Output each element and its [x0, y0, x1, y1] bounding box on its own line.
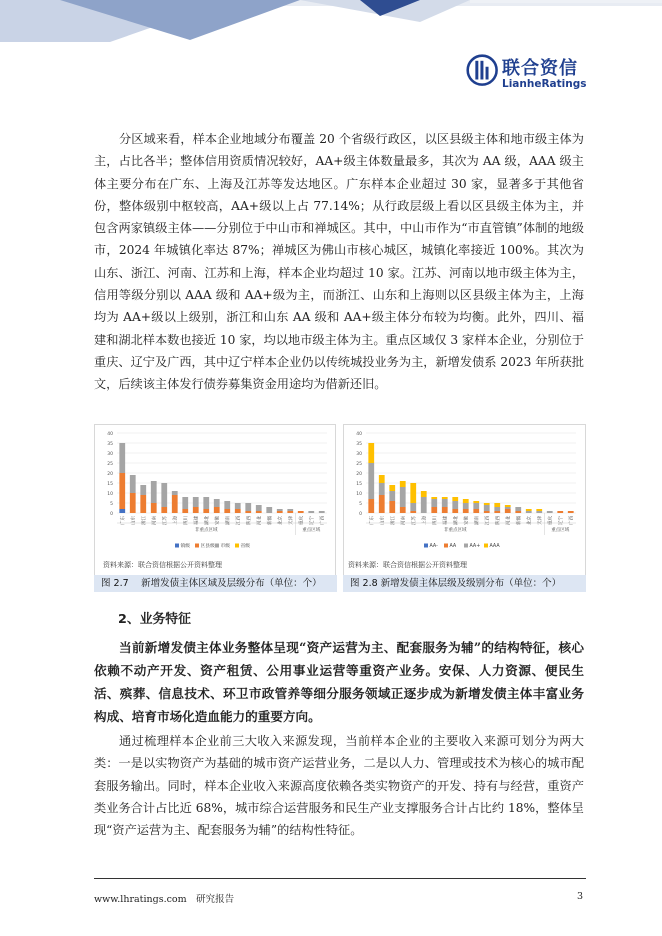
group-label: 重点区域	[551, 528, 570, 533]
x-tick-label: 江西	[485, 516, 491, 525]
group-label: 重点区域	[302, 528, 321, 533]
bar-segment	[484, 511, 490, 513]
bar-segment	[214, 499, 220, 507]
legend-swatch	[235, 544, 239, 548]
x-tick-label: 北京	[278, 516, 284, 525]
bar-segment	[421, 497, 427, 513]
bar-segment	[130, 475, 136, 493]
y-tick-label: 40	[356, 432, 362, 437]
paragraph-regional: 分区域来看，样本企业地域分布覆盖 20 个省级行政区，以区县级主体和地市级主体为主，占比各半；整体信用资质情况较好，AA+级主体数量最多，其次为 AA 级，AAA 级主体主要分布在广东、上海及江苏等发达地区。广东样本企业超过 30 家，显著多于其他省份，整体级别中枢较高，AA+级以上占 77.14%；从行政层级上看以区县级主体为主，并包含两家镇级主体——分别位于中山市和禅城区。其中，中山市作为“市直管镇”体制的地级市，2024 年城镇化率达 87%；禅城区为佛山市核心城区，城镇化率接近 100%。其次为山东、浙江、河南、江苏和上海，样本企业均超过 10 家。江苏、河南以地市级主体为主，信用等级分别以 AAA 级和 AA+级为主，而浙江、山东和上海则以区县级主体为主，上海均为 AA+级以上级别，浙江和山东 AA 级和 AA+级主体分布较为均衡。此外，四川、福建和湖北样本数也接近 10 家，均以地市级主体为主。重点区域仅 3 家样本企业，分别位于重庆、辽宁及广西，其中辽宁样本企业仍以传统城投业务为主，新增发债系 2023 年所获批文，后续该主体发行债券募集资金用途均为借新还旧。	[94, 132, 584, 392]
chart-region-level	[94, 424, 336, 576]
x-tick-label: 广西	[569, 516, 575, 525]
fig2-source: 资料来源：联合资信根据公开资料整理	[348, 561, 467, 569]
bar-segment	[172, 495, 178, 513]
legend-label: 市级	[220, 544, 231, 549]
y-tick-label: 10	[107, 492, 113, 497]
group-label: 非重点区域	[444, 528, 467, 533]
y-tick-label: 20	[356, 472, 362, 477]
bar-segment	[161, 483, 167, 507]
bar-segment	[400, 481, 406, 487]
x-tick-label: 北京	[527, 516, 533, 525]
y-tick-label: 30	[356, 452, 362, 457]
fig1-source: 资料来源：联合资信根据公开资料整理	[103, 561, 222, 569]
x-tick-label: 四川	[432, 516, 438, 525]
legend-label: 区县级	[200, 544, 215, 549]
bar-segment	[256, 505, 262, 511]
x-tick-label: 江西	[236, 516, 242, 525]
legend-swatch	[444, 544, 448, 548]
bar-segment	[256, 511, 262, 513]
bar-segment	[421, 491, 427, 497]
bar-segment	[463, 509, 469, 513]
legend-label: AAA	[489, 544, 500, 549]
legend-label: AA-	[429, 544, 438, 549]
bar-segment	[119, 473, 125, 509]
x-tick-label: 山东	[380, 516, 386, 525]
legend-label: 镇级	[180, 544, 191, 549]
bar-segment	[494, 507, 500, 511]
group-label: 非重点区域	[195, 528, 218, 533]
footer-divider	[94, 878, 586, 879]
x-tick-label: 陕西	[495, 516, 501, 525]
x-tick-label: 浙江	[390, 516, 396, 525]
bar-segment	[214, 507, 220, 513]
bar-segment	[463, 503, 469, 509]
bar-segment	[494, 511, 500, 513]
y-tick-label: 5	[359, 502, 362, 507]
x-tick-label: 浙江	[141, 516, 147, 525]
bar-segment	[379, 483, 385, 495]
y-tick-label: 0	[359, 512, 362, 517]
x-tick-label: 福建	[194, 516, 200, 525]
x-tick-label: 广东	[369, 516, 375, 525]
y-tick-label: 25	[356, 462, 362, 467]
bar-segment	[557, 511, 563, 513]
bar-segment	[389, 501, 395, 513]
bar-segment	[130, 493, 136, 513]
legend-label: 省级	[240, 544, 251, 549]
bar-segment	[484, 505, 490, 511]
legend-swatch	[215, 544, 219, 548]
bar-segment	[452, 509, 458, 513]
legend-label: AA+	[469, 544, 481, 549]
x-tick-label: 天津	[288, 516, 294, 525]
x-tick-label: 安徽	[464, 516, 470, 525]
x-tick-label: 陕西	[246, 516, 252, 525]
logo-text-en: LianheRatings	[502, 78, 587, 90]
bar-segment	[193, 507, 199, 513]
lianhe-logo-icon	[466, 52, 500, 90]
bar-segment	[151, 503, 157, 513]
bar-segment	[182, 509, 188, 513]
bar-segment	[442, 499, 448, 507]
x-tick-label: 河北	[506, 516, 512, 525]
x-tick-label: 湖南	[474, 516, 480, 525]
x-tick-label: 上海	[422, 516, 428, 525]
x-tick-label: 河北	[257, 516, 263, 525]
bar-segment	[203, 497, 209, 509]
bar-segment	[119, 443, 125, 473]
bar-segment	[389, 491, 395, 501]
x-tick-label: 湖北	[204, 516, 210, 525]
x-tick-label: 湖北	[453, 516, 459, 525]
bar-segment	[308, 511, 314, 513]
chart-level-rating	[343, 424, 586, 576]
bar-segment	[536, 509, 542, 511]
footer-website: www.lhratings.com 研究报告	[94, 894, 235, 905]
bar-segment	[224, 509, 230, 513]
bar-segment	[368, 443, 374, 463]
x-tick-label: 重庆	[299, 516, 305, 525]
paragraph-business-summary: 当前新增发债主体业务整体呈现“资产运营为主、配套服务为辅”的结构特征，核心依赖不动产开发、资产租赁、公用事业运营等重资产业务。安保、人力资源、便民生活、殡葬、信息技术、环卫市政管养等细分服务领域正逐步成为新增发债主体丰富业务构成、培育市场化造血能力的重要方向。	[94, 640, 584, 724]
bar-segment	[431, 507, 437, 513]
bar-segment	[452, 501, 458, 509]
y-tick-label: 20	[107, 472, 113, 477]
y-tick-label: 5	[110, 502, 113, 507]
page-number: 3	[577, 891, 584, 902]
bar-segment	[140, 485, 146, 495]
bar-segment	[203, 509, 209, 513]
bar-segment	[526, 509, 532, 511]
bar-segment	[224, 501, 230, 509]
fig1-caption: 图 2.7 新增发债主体区域及层级分布（单位：个）	[94, 575, 337, 592]
bar-segment	[431, 499, 437, 507]
x-tick-label: 新疆	[267, 516, 273, 525]
logo-text-cn: 联合资信	[502, 58, 578, 79]
bar-segment	[287, 511, 293, 513]
bar-segment	[526, 511, 532, 513]
y-tick-label: 10	[356, 492, 362, 497]
bar-segment	[379, 475, 385, 483]
bar-segment	[140, 495, 146, 513]
section-title: 2、业务特征	[118, 612, 191, 627]
x-tick-label: 广西	[320, 516, 326, 525]
x-tick-label: 湖南	[225, 516, 231, 525]
legend-swatch	[195, 544, 199, 548]
x-tick-label: 重庆	[548, 516, 554, 525]
bar-segment	[547, 511, 553, 513]
bar-segment	[473, 503, 479, 509]
x-tick-label: 江苏	[162, 516, 168, 525]
bar-segment	[266, 507, 272, 513]
y-tick-label: 35	[107, 442, 113, 447]
bar-segment	[505, 505, 511, 507]
bar-segment	[182, 497, 188, 509]
legend-swatch	[484, 544, 488, 548]
bar-segment	[452, 497, 458, 501]
x-tick-label: 四川	[183, 516, 189, 525]
bar-segment	[515, 507, 521, 511]
x-tick-label: 山东	[131, 516, 137, 525]
bar-segment	[442, 497, 448, 499]
bar-segment	[319, 511, 325, 513]
bar-segment	[287, 509, 293, 511]
legend-swatch	[464, 544, 468, 548]
bar-segment	[379, 495, 385, 513]
bar-segment	[235, 503, 241, 509]
bar-segment	[298, 511, 304, 513]
x-tick-label: 辽宁	[558, 516, 564, 525]
bar-segment	[463, 499, 469, 503]
bar-segment	[235, 509, 241, 513]
bar-segment	[505, 509, 511, 513]
x-tick-label: 广东	[120, 516, 126, 525]
bar-segment	[277, 511, 283, 513]
bar-segment	[431, 497, 437, 499]
bar-segment	[389, 485, 395, 491]
y-tick-label: 0	[110, 512, 113, 517]
bar-segment	[410, 503, 416, 511]
y-tick-label: 15	[107, 482, 113, 487]
bar-segment	[568, 511, 574, 513]
bar-segment	[473, 501, 479, 503]
bar-segment	[245, 503, 251, 511]
bar-segment	[161, 507, 167, 513]
bar-segment	[151, 481, 157, 503]
paragraph-revenue: 通过梳理样本企业前三大收入来源发现，当前样本企业的主要收入来源可划分为两大类：一是以实物资产为基础的城市资产运营业务，二是以人力、管理或技术为核心的城市配套服务输出。同时，样本企业收入来源高度依赖各类实物资产的开发、持有与经营，重资产类业务合计占比近 68%，城市综合运营服务和民生产业支撑服务合计占比约 18%，整体呈现“资产运营为主、配套服务为辅”的结构性特征。	[94, 734, 584, 838]
x-tick-label: 福建	[443, 516, 449, 525]
bar-segment	[245, 511, 251, 513]
chart2-svg	[344, 425, 585, 575]
bar-segment	[484, 503, 490, 505]
x-tick-label: 辽宁	[309, 516, 315, 525]
bar-segment	[400, 487, 406, 507]
x-tick-label: 上海	[173, 516, 179, 525]
chart1-svg	[95, 425, 335, 575]
x-tick-label: 新疆	[516, 516, 522, 525]
bar-segment	[515, 511, 521, 513]
y-tick-label: 15	[356, 482, 362, 487]
bar-segment	[410, 483, 416, 503]
bar-segment	[536, 511, 542, 513]
y-tick-label: 40	[107, 432, 113, 437]
bar-segment	[119, 509, 125, 513]
bar-segment	[368, 499, 374, 513]
fig2-caption: 图 2.8 新增发债主体层级及级别分布（单位：个）	[343, 575, 586, 592]
bar-segment	[368, 463, 374, 499]
bar-segment	[277, 509, 283, 511]
bar-segment	[505, 507, 511, 509]
x-tick-label: 安徽	[215, 516, 221, 525]
legend-swatch	[424, 544, 428, 548]
bar-segment	[193, 497, 199, 507]
x-tick-label: 河南	[152, 516, 158, 525]
bar-segment	[473, 509, 479, 513]
y-tick-label: 35	[356, 442, 362, 447]
x-tick-label: 河南	[401, 516, 407, 525]
x-tick-label: 天津	[537, 516, 543, 525]
bar-segment	[400, 507, 406, 513]
bar-segment	[410, 511, 416, 513]
legend-label: AA	[449, 544, 457, 549]
bar-segment	[442, 507, 448, 513]
header-decoration	[0, 0, 662, 45]
bar-segment	[494, 503, 500, 507]
x-tick-label: 江苏	[411, 516, 417, 525]
y-tick-label: 30	[107, 452, 113, 457]
y-tick-label: 25	[107, 462, 113, 467]
bar-segment	[172, 491, 178, 495]
legend-swatch	[175, 544, 179, 548]
